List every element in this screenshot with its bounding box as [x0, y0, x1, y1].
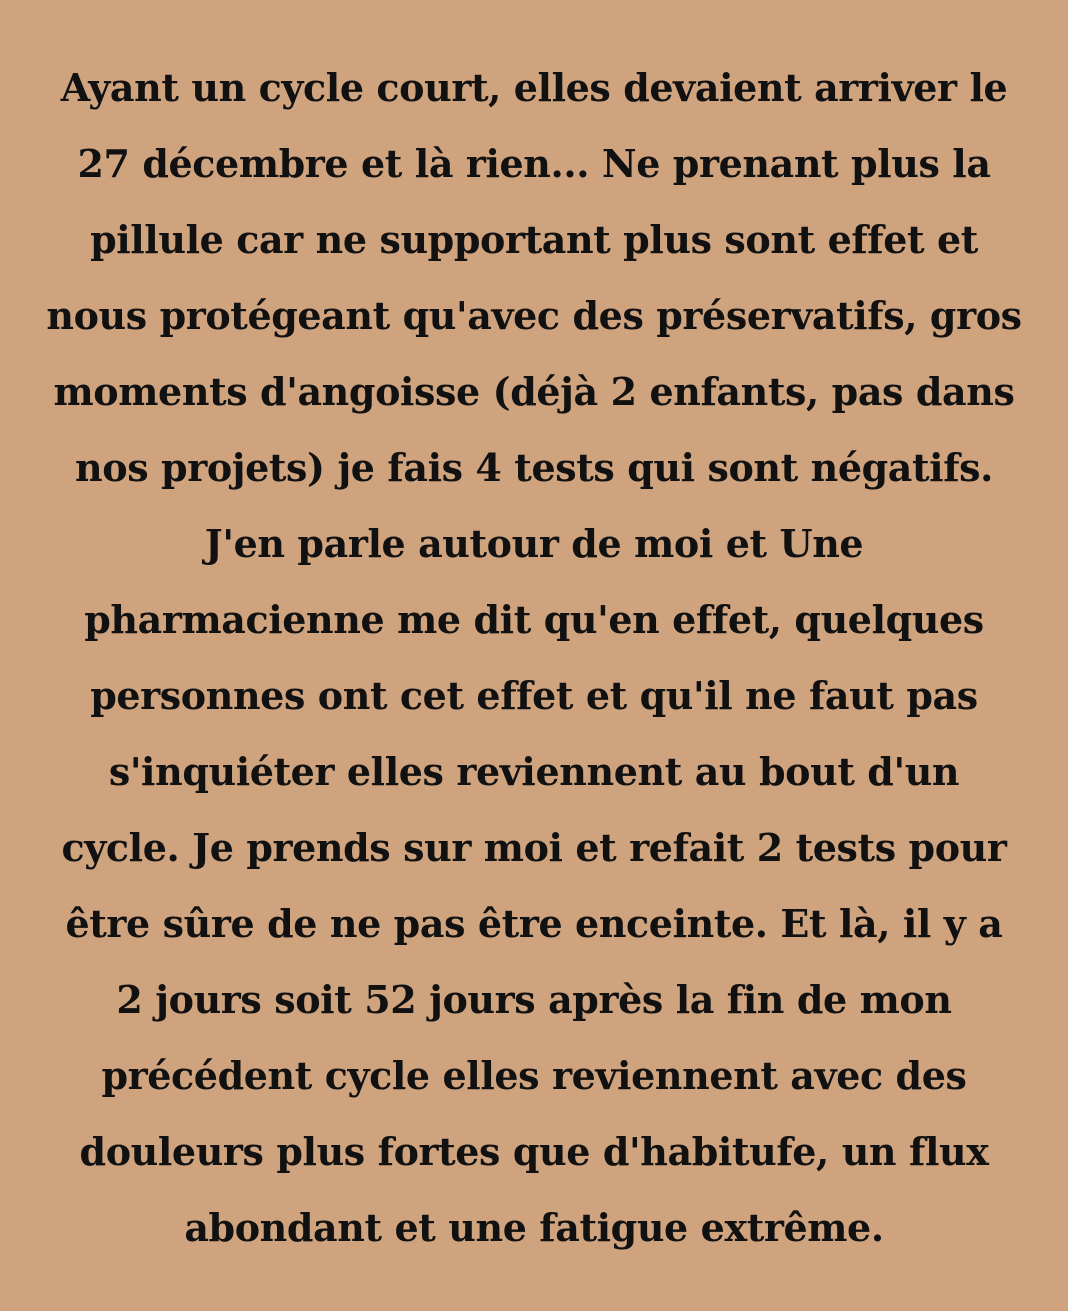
text-line-4: nous protégeant qu'avec des préservatifs, gros: [46, 293, 1022, 338]
text-line-15: douleurs plus fortes que d'habitufe, un flux: [79, 1129, 989, 1174]
paragraph: [40, 50, 1028, 1266]
text-line-1: Ayant un cycle court, elles devaient arriver le: [60, 65, 1008, 110]
text-line-5: moments d'angoisse (déjà 2 enfants, pas dans: [53, 369, 1015, 414]
text-line-3: pillule car ne supportant plus sont effet et: [90, 217, 978, 262]
text-line-8: pharmacienne me dit qu'en effet, quelques: [84, 597, 984, 642]
text-line-12: être sûre de ne pas être enceinte. Et là, il y a: [65, 901, 1003, 946]
text-line-7: J'en parle autour de moi et Une: [204, 521, 864, 566]
text-line-9: personnes ont cet effet et qu'il ne faut pas: [90, 673, 978, 718]
text-line-10: s'inquiéter elles reviennent au bout d'un: [108, 749, 960, 794]
text-line-16: abondant et une fatigue extrême.: [184, 1205, 884, 1250]
text-line-2: 27 décembre et là rien... Ne prenant plus la: [77, 141, 991, 186]
text-line-13: 2 jours soit 52 jours après la fin de mon: [116, 977, 952, 1022]
text-line-11: cycle. Je prends sur moi et refait 2 tests pour: [61, 825, 1007, 870]
text-line-14: précédent cycle elles reviennent avec des: [101, 1053, 967, 1098]
text-line-6: nos projets) je fais 4 tests qui sont négatifs.: [75, 445, 993, 490]
